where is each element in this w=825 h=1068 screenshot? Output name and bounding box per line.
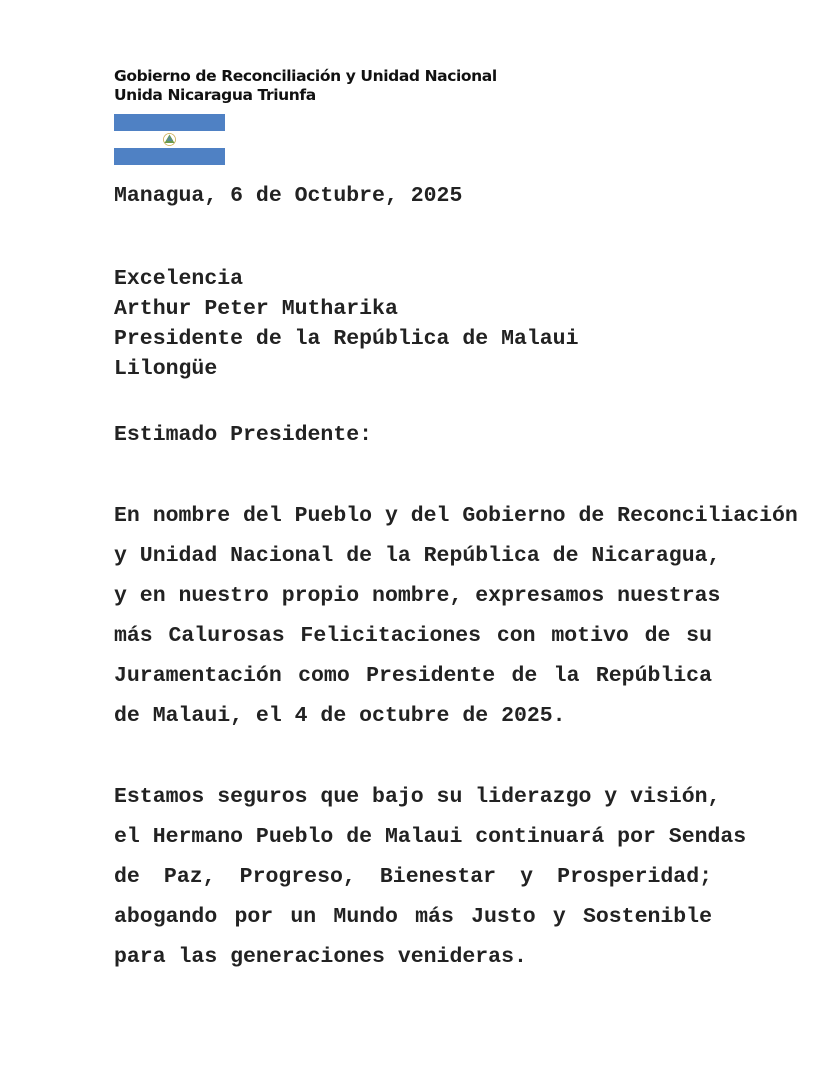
- letterhead-government-name: Gobierno de Reconciliación y Unidad Nacional: [114, 67, 497, 85]
- flag-top-band: [114, 114, 225, 131]
- paragraph-line: abogando por un Mundo más Justo y Sostenible: [114, 905, 712, 929]
- letter-date: Managua, 6 de Octubre, 2025: [114, 184, 463, 208]
- body-paragraph-2: [114, 777, 747, 977]
- letterhead: [114, 67, 497, 105]
- recipient-block: [114, 264, 578, 384]
- paragraph-line: para las generaciones venideras.: [114, 945, 527, 969]
- recipient-honorific: Excelencia: [114, 267, 244, 291]
- coat-of-arms-icon: [114, 131, 225, 148]
- salutation: Estimado Presidente:: [114, 423, 373, 447]
- paragraph-line: de Paz, Progreso, Bienestar y Prosperidad;: [114, 865, 712, 889]
- letterhead-slogan: Unida Nicaragua Triunfa: [114, 86, 316, 104]
- paragraph-line: y Unidad Nacional de la República de Nicaragua,: [114, 544, 721, 568]
- paragraph-line: Juramentación como Presidente de la República: [114, 664, 712, 688]
- flag-middle-band: [114, 131, 225, 148]
- nicaragua-flag-icon: [114, 114, 225, 165]
- paragraph-line: y en nuestro propio nombre, expresamos nuestras: [114, 584, 721, 608]
- paragraph-line: Estamos seguros que bajo su liderazgo y visión,: [114, 785, 721, 809]
- recipient-city: Lilongüe: [114, 357, 218, 381]
- paragraph-line: el Hermano Pueblo de Malaui continuará por Sendas: [114, 825, 747, 849]
- body-paragraph-1: [114, 496, 798, 736]
- recipient-title: Presidente de la República de Malaui: [114, 327, 579, 351]
- paragraph-line: de Malaui, el 4 de octubre de 2025.: [114, 704, 566, 728]
- flag-bottom-band: [114, 148, 225, 165]
- paragraph-line: En nombre del Pueblo y del Gobierno de Reconciliación: [114, 504, 798, 528]
- paragraph-line: más Calurosas Felicitaciones con motivo de su: [114, 624, 712, 648]
- recipient-name: Arthur Peter Mutharika: [114, 297, 398, 321]
